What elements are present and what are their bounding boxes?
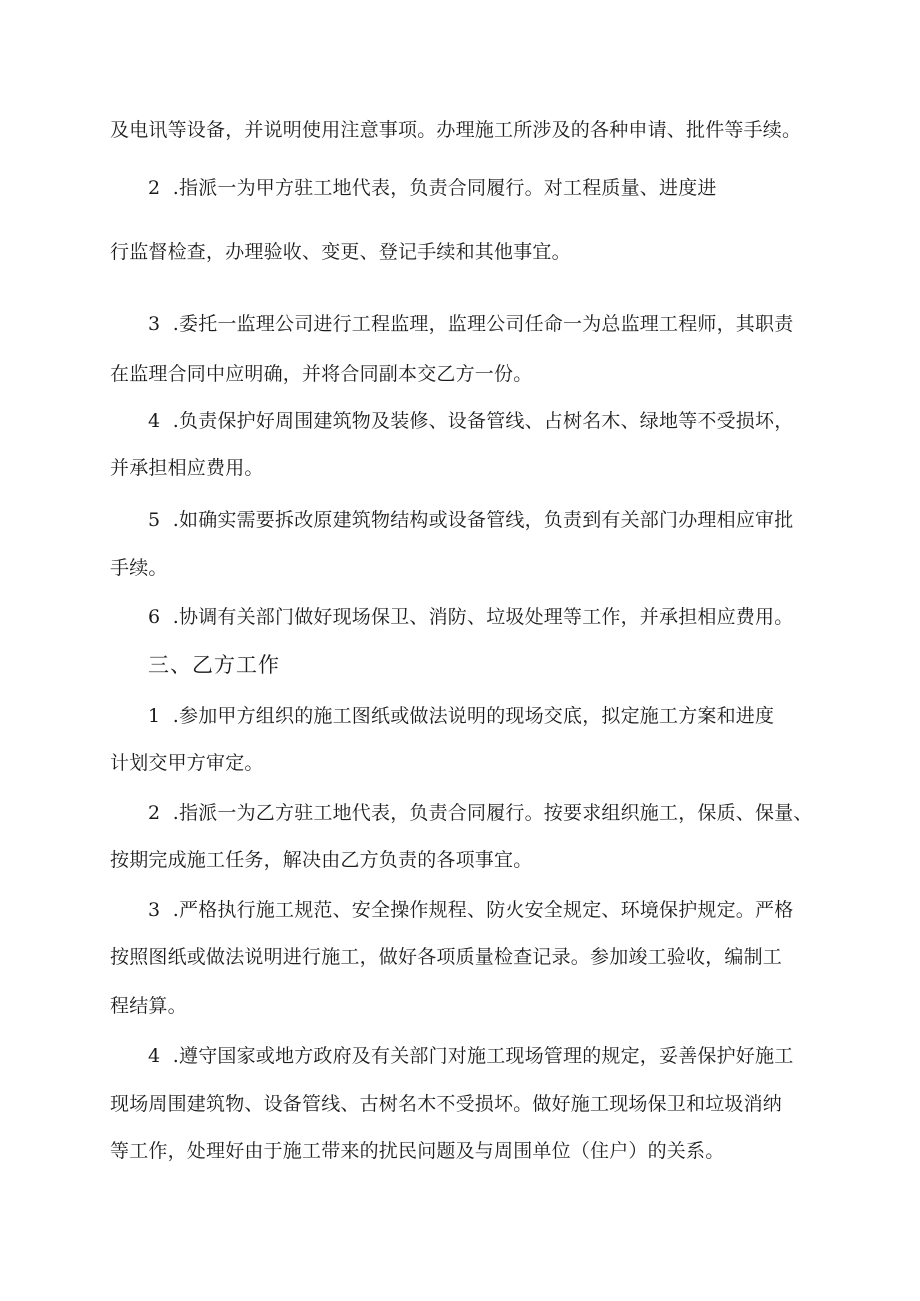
paragraph-line: 3 .委托一监理公司进行工程监理，监理公司任命一为总监理工程师，其职责 — [148, 313, 794, 335]
paragraph-line: 行监督检查，办理验收、变更、登记手续和其他事宜。 — [110, 241, 571, 263]
section-heading: 三、乙方工作 — [148, 653, 280, 677]
paragraph-line: 2 .指派一为乙方驻工地代表，负责合同履行。按要求组织施工，保质、保量、 — [148, 802, 813, 824]
paragraph-line: 4 .负责保护好周围建筑物及装修、设备管线、占树名木、绿地等不受损坏， — [148, 410, 794, 432]
paragraph-line: 2 .指派一为甲方驻工地代表，负责合同履行。对工程质量、进度进 — [148, 177, 717, 199]
paragraph-line: 等工作，处理好由于施工带来的扰民问题及与周围单位（住户）的关系。 — [110, 1140, 725, 1162]
paragraph-line: 1 .参加甲方组织的施工图纸或做法说明的现场交底，拟定施工方案和进度 — [148, 705, 775, 727]
paragraph-line: 5 .如确实需要拆改原建筑物结构或设备管线，负责到有关部门办理相应审批 — [148, 509, 794, 531]
paragraph-line: 6 .协调有关部门做好现场保卫、消防、垃圾处理等工作，并承担相应费用。 — [148, 606, 794, 628]
paragraph-line: 并承担相应费用。 — [110, 457, 264, 479]
paragraph-line: 4 .遵守国家或地方政府及有关部门对施工现场管理的规定，妥善保护好施工 — [148, 1045, 794, 1067]
paragraph-line: 按期完成施工任务，解决由乙方负责的各项事宜。 — [110, 849, 533, 871]
paragraph-line: 程结算。 — [110, 995, 187, 1017]
paragraph-line: 现场周围建筑物、设备管线、古树名木不受损坏。做好施工现场保卫和垃圾消纳 — [110, 1093, 783, 1115]
paragraph-line: 按照图纸或做法说明进行施工，做好各项质量检查记录。参加竣工验收，编制工 — [110, 946, 783, 968]
paragraph-line: 计划交甲方审定。 — [110, 752, 264, 774]
paragraph-line: 手续。 — [110, 557, 168, 579]
paragraph-line: 在监理合同中应明确，并将合同副本交乙方一份。 — [110, 363, 533, 385]
paragraph-line: 3 .严格执行施工规范、安全操作规程、防火安全规定、环境保护规定。严格 — [148, 899, 794, 921]
paragraph-line: 及电讯等设备，并说明使用注意事项。办理施工所涉及的各种申请、批件等手续。 — [110, 119, 802, 141]
